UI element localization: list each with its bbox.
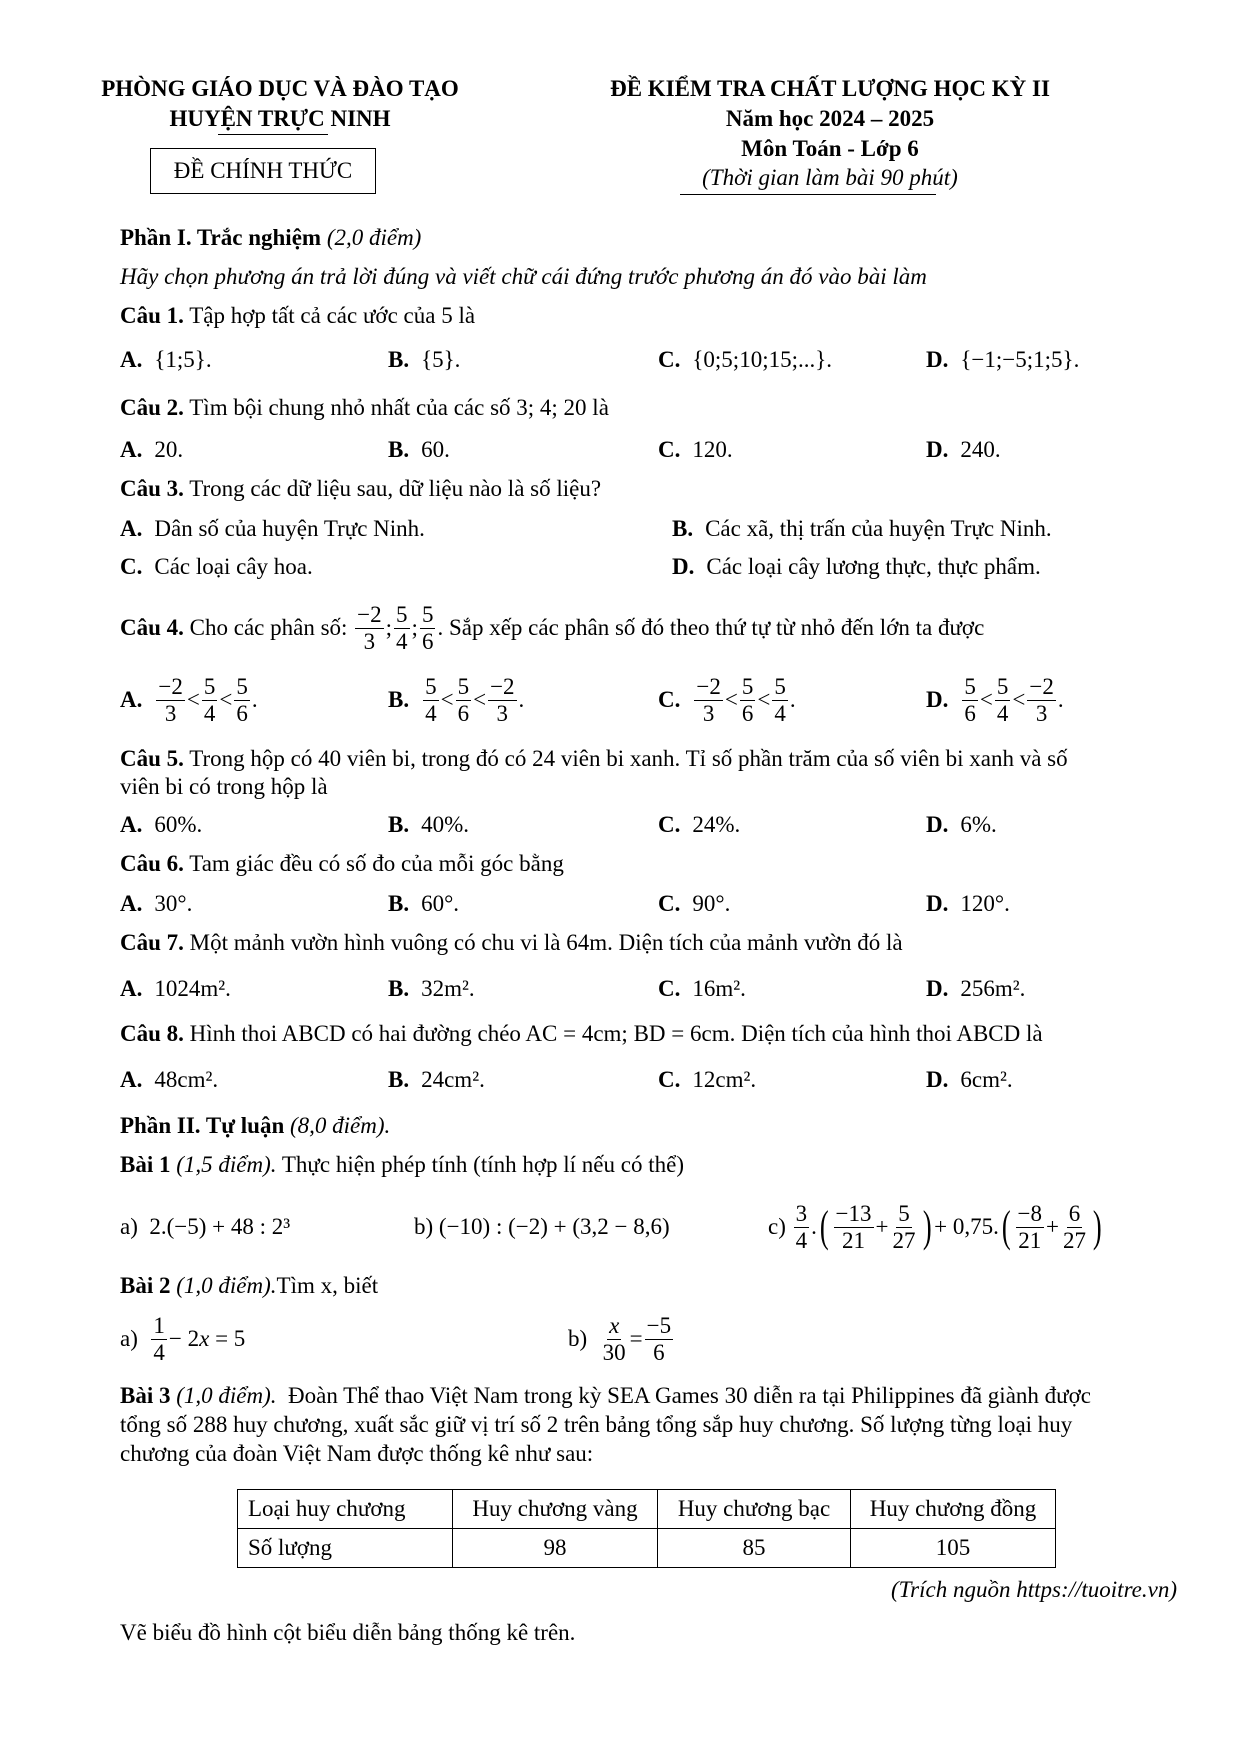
q1-option-a: A. {1;5}. xyxy=(120,347,212,372)
fraction: $\frac{-2}{3}$ xyxy=(357,601,382,654)
q4-text-before: Cho các phân số: xyxy=(189,615,348,640)
table-cell: 98 xyxy=(453,1529,658,1568)
q8-c-text: 12cm². xyxy=(692,1067,757,1092)
q1-options xyxy=(120,338,1180,382)
q6-a-text: 30°. xyxy=(154,891,193,916)
q7-text: Một mảnh vườn hình vuông có chu vi là 64m. Diện tích của mảnh vườn đó là xyxy=(189,930,903,955)
q8-label: Câu 8. xyxy=(120,1021,184,1046)
q3-a-text: Dân số của huyện Trực Ninh. xyxy=(154,516,425,541)
q7-d-text: 256m². xyxy=(960,976,1026,1001)
q1-option-d: D. {−1;−5;1;5}. xyxy=(926,347,1080,372)
part1-instruction: Hãy chọn phương án trả lời đúng và viết chữ cái đứng trước phương án đó vào bài làm xyxy=(120,264,927,289)
bai2-label: Bài 2 xyxy=(120,1273,171,1298)
q6-c-text: 90°. xyxy=(692,891,731,916)
bai1-part-c: c) $\frac{3}{4}$ . ( $\frac{-13}{21}$ + $\frac{5}{27}$ ) + 0,75. ( $\frac{-8}{21}$ + $\frac{6}{27}$ ) xyxy=(768,1200,1102,1253)
table-header-cell: Huy chương bạc xyxy=(658,1490,851,1529)
q5-b-text: 40%. xyxy=(421,812,470,837)
bai3-line2: tổng số 288 huy chương, xuất sắc giữ vị trí số 2 trên bảng tổng sắp huy chương. Số lượng từng loại huy xyxy=(120,1412,1073,1437)
table-cell: 85 xyxy=(658,1529,851,1568)
table-cell: 105 xyxy=(851,1529,1056,1568)
q6-option-c: C. 90°. xyxy=(658,891,731,916)
exam-title: ĐỀ KIỂM TRA CHẤT LƯỢNG HỌC KỲ II xyxy=(610,76,1050,101)
official-box: ĐỀ CHÍNH THỨC xyxy=(150,148,376,194)
bai3-points: (1,0 điểm). xyxy=(176,1383,277,1408)
q7-option-c: C. 16m². xyxy=(658,976,746,1001)
q2-option-c: C. 120. xyxy=(658,437,733,462)
bai2-stem xyxy=(120,1271,1177,1301)
part2-points: (8,0 điểm). xyxy=(289,1113,391,1138)
q7-label: Câu 7. xyxy=(120,930,184,955)
bai2-parts xyxy=(120,1306,1180,1372)
q4-stem: Câu 4. Cho các phân số: $\frac{-2}{3}$ ; $\frac{5}{4}$ ; $\frac{5}{6}$ . Sắp xếp các phân số đó theo thứ tự từ nhỏ đến lớn ta được xyxy=(120,601,985,654)
q1-text: Tập hợp tất cả các ước của 5 là xyxy=(189,303,476,328)
table-header-cell: Huy chương đồng xyxy=(851,1490,1056,1529)
q5-stem-line2: viên bi có trong hộp là xyxy=(120,774,328,799)
q3-d-text: Các loại cây lương thực, thực phẩm. xyxy=(706,554,1041,579)
source-citation: (Trích nguồn https://tuoitre.vn) xyxy=(891,1577,1177,1602)
header-underline-left xyxy=(218,134,328,135)
q6-option-b: B. 60°. xyxy=(388,891,460,916)
bai3-line1 xyxy=(120,1381,1177,1411)
bai2-text: Tìm x, biết xyxy=(276,1273,379,1298)
q5-label: Câu 5. xyxy=(120,746,184,771)
q5-c-text: 24%. xyxy=(692,812,741,837)
q2-c-text: 120. xyxy=(692,437,733,462)
part1-points: (2,0 điểm) xyxy=(326,225,422,250)
bai2-part-a: a) $\frac{1}{4}$ − 2 x = 5 xyxy=(120,1312,246,1365)
q3-option-c: C. Các loại cây hoa. xyxy=(120,554,313,579)
q5-option-d: D. 6%. xyxy=(926,812,997,837)
q6-text: Tam giác đều có số đo của mỗi góc bằng xyxy=(189,851,564,876)
q8-a-text: 48cm². xyxy=(154,1067,219,1092)
q5-a-text: 60%. xyxy=(154,812,203,837)
q2-option-d: D. 240. xyxy=(926,437,1001,462)
q7-b-text: 32m². xyxy=(421,976,475,1001)
q4-text-after: . Sắp xếp các phân số đó theo thứ tự từ nhỏ đến lớn ta được xyxy=(437,615,985,640)
q3-option-b: B. Các xã, thị trấn của huyện Trực Ninh. xyxy=(672,516,1052,541)
q8-option-b: B. 24cm². xyxy=(388,1067,485,1092)
q3-options-row2 xyxy=(120,545,1180,589)
q2-options xyxy=(120,428,1180,472)
q2-d-text: 240. xyxy=(960,437,1001,462)
bai1-stem xyxy=(120,1150,1177,1180)
table-cell: Số lượng xyxy=(238,1529,453,1568)
q7-stem xyxy=(120,928,1177,958)
q3-option-d: D. Các loại cây lương thực, thực phẩm. xyxy=(672,554,1041,579)
q2-label: Câu 2. xyxy=(120,395,184,420)
table-header-cell: Huy chương vàng xyxy=(453,1490,658,1529)
q1-option-b: B. {5}. xyxy=(388,347,461,372)
q2-option-a: A. 20. xyxy=(120,437,184,462)
table-row xyxy=(238,1490,1056,1529)
q7-option-d: D. 256m². xyxy=(926,976,1026,1001)
q2-b-text: 60. xyxy=(421,437,450,462)
q6-label: Câu 6. xyxy=(120,851,184,876)
fraction: $\frac{5}{6}$ xyxy=(421,601,434,654)
q5-options xyxy=(120,803,1180,847)
table-row xyxy=(238,1529,1056,1568)
q1-label: Câu 1. xyxy=(120,303,184,328)
q6-options xyxy=(120,882,1180,926)
q5-stem-line1 xyxy=(120,744,1177,774)
q7-option-a: A. 1024m². xyxy=(120,976,231,1001)
q5-option-c: C. 24%. xyxy=(658,812,741,837)
bai3-text-line1: Đoàn Thể thao Việt Nam trong kỳ SEA Games 30 diễn ra tại Philippines đã giành được xyxy=(288,1383,1091,1408)
q7-a-text: 1024m². xyxy=(154,976,231,1001)
bai2-part-b: b) $\frac{x}{30}$ = $\frac{-5}{6}$ xyxy=(568,1312,672,1365)
q6-stem xyxy=(120,849,1177,879)
dept-name: PHÒNG GIÁO DỤC VÀ ĐÀO TẠO xyxy=(101,76,459,101)
q2-stem xyxy=(120,393,1177,423)
bai2-points: (1,0 điểm). xyxy=(176,1273,277,1298)
q8-options xyxy=(120,1058,1180,1102)
q4-option-b: B. $\frac{5}{4}$ < $\frac{5}{6}$ < $\frac{-2}{3}$ . xyxy=(388,673,525,726)
q1-d-text: {−1;−5;1;5}. xyxy=(960,347,1080,372)
q3-label: Câu 3. xyxy=(120,476,184,501)
q6-d-text: 120°. xyxy=(960,891,1010,916)
table-header-cell: Loại huy chương xyxy=(238,1490,453,1529)
q8-b-text: 24cm². xyxy=(421,1067,485,1092)
q3-b-text: Các xã, thị trấn của huyện Trực Ninh. xyxy=(705,516,1052,541)
part2-heading xyxy=(120,1111,1177,1141)
q1-stem xyxy=(120,301,1177,331)
bai1-a-expr: 2.(−5) + 48 : 2³ xyxy=(149,1214,291,1239)
q1-b-text: {5}. xyxy=(421,347,461,372)
q8-stem xyxy=(120,1019,1177,1049)
q3-text: Trong các dữ liệu sau, dữ liệu nào là số liệu? xyxy=(189,476,602,501)
bai1-part-a: a) 2.(−5) + 48 : 2³ xyxy=(120,1214,291,1239)
bai3-line3: chương của đoàn Việt Nam được thống kê như sau: xyxy=(120,1441,594,1466)
q6-option-a: A. 30°. xyxy=(120,891,193,916)
q7-c-text: 16m². xyxy=(692,976,746,1001)
part2-title: Phần II. Tự luận xyxy=(120,1113,285,1138)
q5-text-line1: Trong hộp có 40 viên bi, trong đó có 24 viên bi xanh. Tỉ số phần trăm của số viên bi xanh và số xyxy=(189,746,1068,771)
medal-table xyxy=(237,1489,1056,1568)
bai1-parts xyxy=(120,1192,1180,1262)
q4-options xyxy=(120,668,1180,732)
q8-d-text: 6cm². xyxy=(960,1067,1013,1092)
bai3-task: Vẽ biểu đồ hình cột biểu diễn bảng thống kê trên. xyxy=(120,1620,576,1645)
q8-text: Hình thoi ABCD có hai đường chéo AC = 4cm; BD = 6cm. Diện tích của hình thoi ABCD là xyxy=(189,1021,1043,1046)
q7-options xyxy=(120,967,1180,1011)
q3-stem xyxy=(120,474,1177,504)
q1-option-c: C. {0;5;10;15;...}. xyxy=(658,347,833,372)
q6-option-d: D. 120°. xyxy=(926,891,1010,916)
q4-option-d: D. $\frac{5}{6}$ < $\frac{5}{4}$ < $\frac{-2}{3}$ . xyxy=(926,673,1064,726)
bai1-part-b: b) (−10) : (−2) + (3,2 − 8,6) xyxy=(414,1214,670,1239)
bai1-label: Bài 1 xyxy=(120,1152,171,1177)
q3-c-text: Các loại cây hoa. xyxy=(154,554,313,579)
bai1-b-expr: (−10) : (−2) + (3,2 − 8,6) xyxy=(438,1214,670,1239)
q6-b-text: 60°. xyxy=(421,891,460,916)
q8-option-c: C. 12cm². xyxy=(658,1067,757,1092)
part1-title: Phần I. Trắc nghiệm xyxy=(120,225,322,250)
subject: Môn Toán - Lớp 6 xyxy=(741,136,919,161)
school-year: Năm học 2024 – 2025 xyxy=(725,106,935,131)
q1-a-text: {1;5}. xyxy=(154,347,212,372)
q7-option-b: B. 32m². xyxy=(388,976,475,1001)
bai1-text: Thực hiện phép tính (tính hợp lí nếu có thể) xyxy=(281,1152,684,1177)
header-underline-right xyxy=(680,194,936,195)
exam-duration: (Thời gian làm bài 90 phút) xyxy=(702,165,958,190)
q3-option-a: A. Dân số của huyện Trực Ninh. xyxy=(120,516,425,541)
q1-c-text: {0;5;10;15;...}. xyxy=(692,347,833,372)
district-name: HUYỆN TRỰC NINH xyxy=(169,106,391,131)
q2-text: Tìm bội chung nhỏ nhất của các số 3; 4; 20 là xyxy=(189,395,609,420)
q8-option-a: A. 48cm². xyxy=(120,1067,219,1092)
q5-option-a: A. 60%. xyxy=(120,812,203,837)
q5-option-b: B. 40%. xyxy=(388,812,470,837)
q4-option-a: A. $\frac{-2}{3}$ < $\frac{5}{4}$ < $\frac{5}{6}$ . xyxy=(120,673,258,726)
fraction: $\frac{5}{4}$ xyxy=(396,601,408,654)
q5-d-text: 6%. xyxy=(960,812,997,837)
q4-label: Câu 4. xyxy=(120,615,184,640)
q2-option-b: B. 60. xyxy=(388,437,450,462)
bai1-points: (1,5 điểm). xyxy=(176,1152,277,1177)
q4-option-c: C. $\frac{-2}{3}$ < $\frac{5}{6}$ < $\frac{5}{4}$ . xyxy=(658,673,796,726)
q8-option-d: D. 6cm². xyxy=(926,1067,1013,1092)
part1-heading xyxy=(120,223,1177,253)
q2-a-text: 20. xyxy=(154,437,184,462)
bai3-label: Bài 3 xyxy=(120,1383,171,1408)
